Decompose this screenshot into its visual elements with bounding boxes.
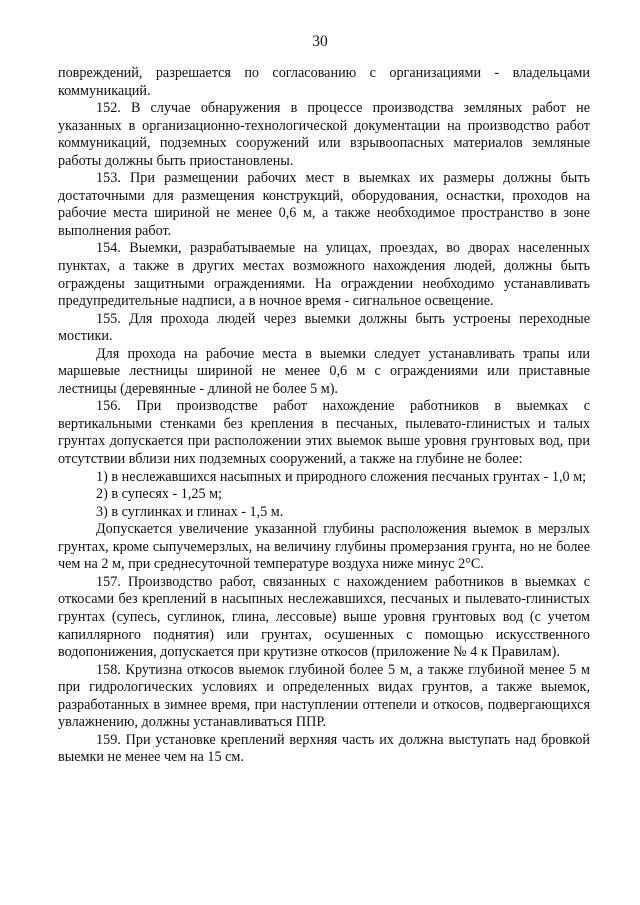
paragraph-157: 157. Производство работ, связанных с нахождением работников в выемках с откосами без креплений в насыпных неслежавшихся, песчаных и пылевато-глинистых грунтах (супесь, суглинок, глина, лессовые) выше уровня грунтовых вод (с учетом капиллярного поднятия) или грунтах, осушенных с помощью искусственного водопонижения, допускается при крутизне откосов (приложение № 4 к Правилам). <box>58 573 590 661</box>
paragraph-153: 153. При размещении рабочих мест в выемках их размеры должны быть достаточными для размещения конструкций, оборудования, оснастки, проходов на рабочие места шириной не менее 0,6 м, а также необходимое пространство в зоне выполнения работ. <box>58 170 590 239</box>
paragraph-155: 155. Для прохода людей через выемки должны быть устроены переходные мостики. <box>58 310 590 345</box>
paragraph-159: 159. При установке креплений верхняя часть их должна выступать над бровкой выемки не менее чем на 15 см. <box>58 731 590 766</box>
page-number: 30 <box>312 33 328 50</box>
paragraph-156: 156. При производстве работ нахождение работников в выемках с вертикальными стенками без крепления в песчаных, пылевато-глинистых и талых грунтах допускается при расположении этих выемок выше уровня грунтовых вод, при отсутствии вблизи них подземных сооружений, а также на глубине не более: <box>58 398 590 468</box>
paragraph-156-frozen-soil: Допускается увеличение указанной глубины расположения выемок в мерзлых грунтах, кроме сыпучемерзлых, на величину глубины промерзания грунта, но не более чем на 2 м, при среднесуточной температуре воздуха ниже минус 2°С. <box>58 521 590 573</box>
paragraph-158: 158. Крутизна откосов выемок глубиной более 5 м, а также глубиной менее 5 м при гидрологических условиях и определенных видах грунтов, а также выемок, разработанных в зимнее время, при наступлении оттепели и откосов, подвергающихся увлажнению, должны устанавливаться ППР. <box>58 661 590 731</box>
paragraph-152: 152. В случае обнаружения в процессе производства земляных работ не указанных в организационно-технологической документации на производство работ коммуникаций, подземных сооружений или взрывоопасных материалов земляные работы должны быть приостановлены. <box>58 100 590 169</box>
document-body <box>58 65 590 767</box>
paragraph-155-passage: Для прохода на рабочие места в выемки следует устанавливать трапы или маршевые лестницы шириной не менее 0,6 м с ограждениями или приставные лестницы (деревянные - длиной не более 5 м). <box>58 345 590 397</box>
paragraph-continuation: повреждений, разрешается по согласованию с организациями - владельцами коммуникаций. <box>58 65 590 99</box>
paragraph-156-item-3: 3) в суглинках и глинах - 1,5 м. <box>96 503 284 520</box>
paragraph-156-item-2: 2) в супесях - 1,25 м; <box>96 486 223 503</box>
paragraph-156-item-1: 1) в неслежавшихся насыпных и природного сложения песчаных грунтах - 1,0 м; <box>96 468 587 485</box>
paragraph-154: 154. Выемки, разрабатываемые на улицах, проездах, во дворах населенных пунктах, а также в других местах возможного нахождения людей, должны быть ограждены защитными ограждениями. На ограждении необходимо устанавливать предупредительные надписи, а в ночное время - сигнальное освещение. <box>58 240 590 310</box>
